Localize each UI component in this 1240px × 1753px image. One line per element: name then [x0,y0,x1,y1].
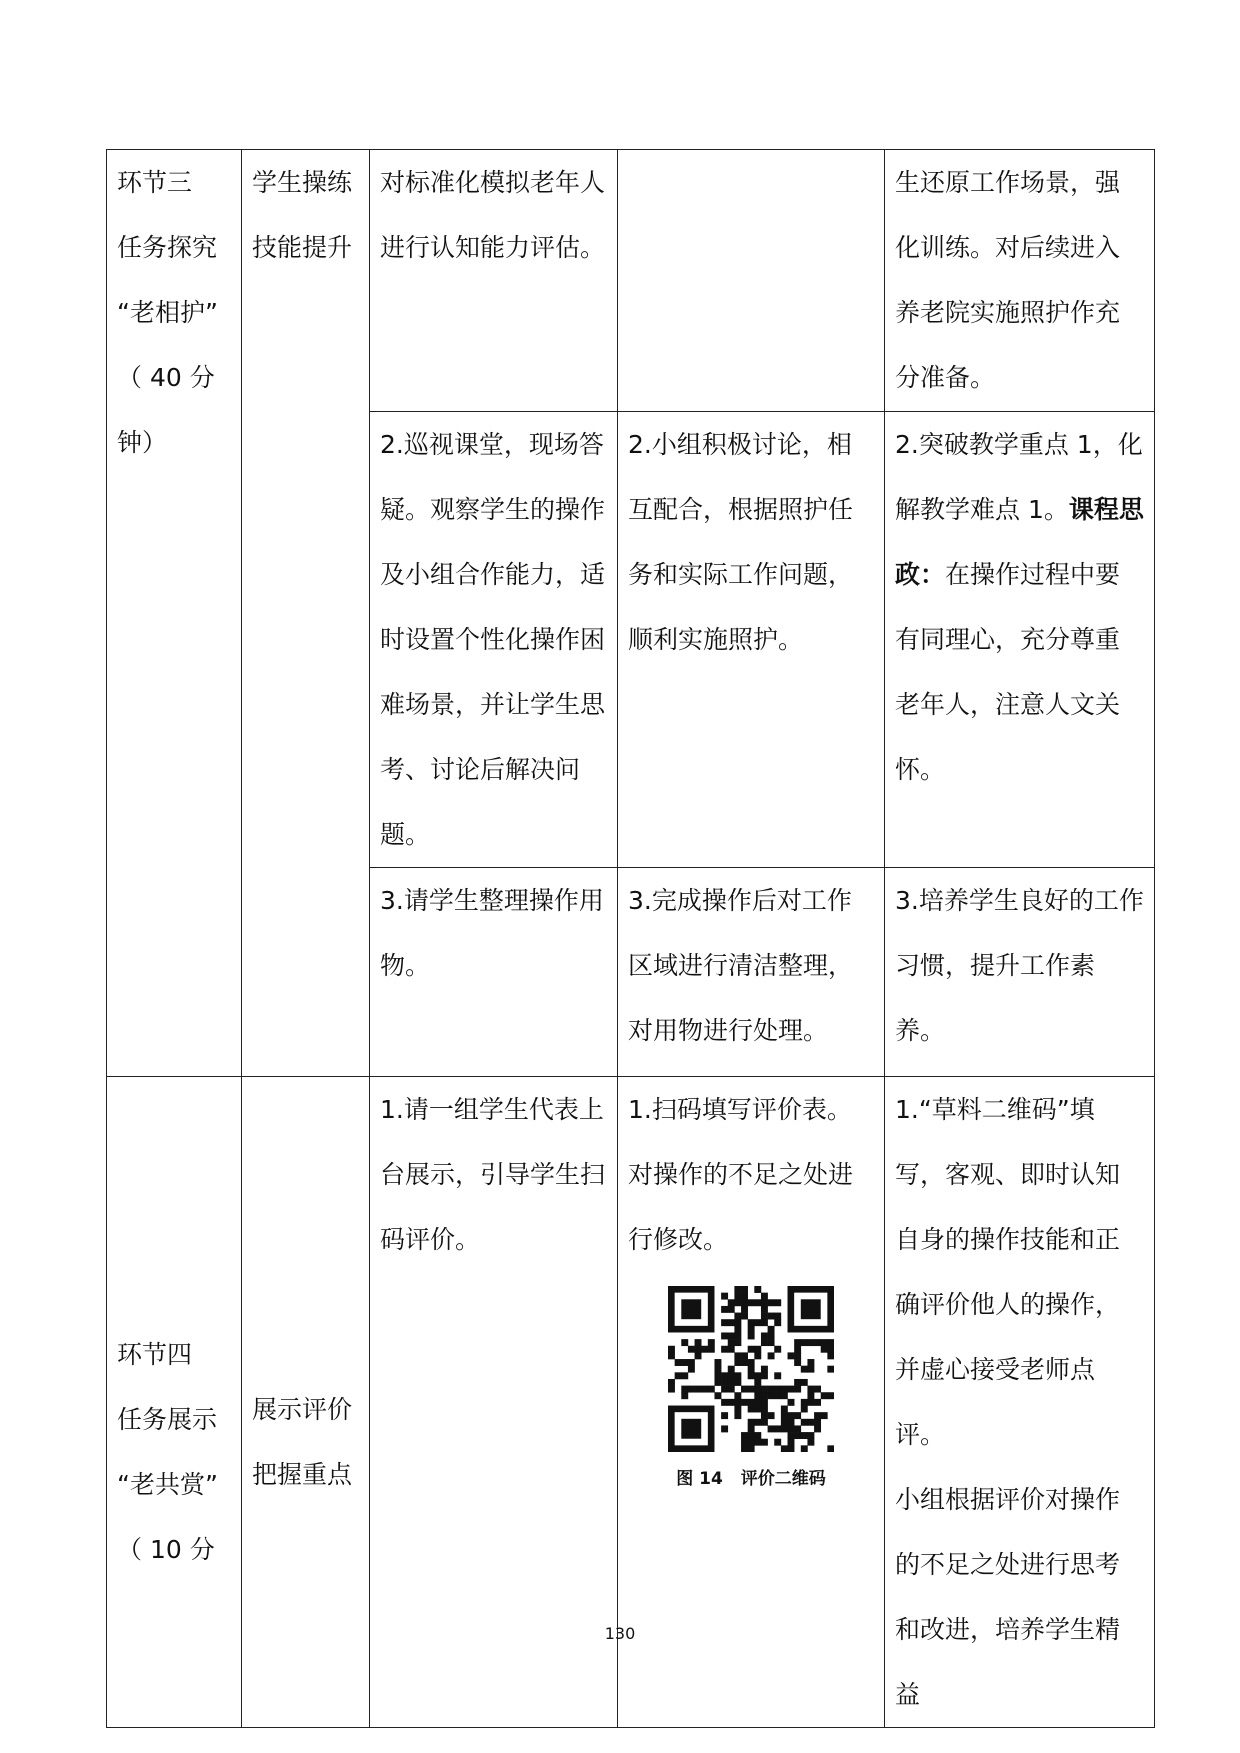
intent-text: 1.“草料二维码”填写，客观、即时认知自身的操作技能和正确评价他人的操作，并虚心接受老师点评。 [895,1095,1121,1449]
teacher-activity-cell: 1.请一组学生代表上台展示，引导学生扫码评价。 [370,1077,618,1728]
student-activity-cell: 3.完成操作后对工作区域进行清洁整理，对用物进行处理。 [618,868,885,1077]
stage-task: 任务探究 [117,233,218,262]
stage-task: 任务展示 [117,1405,218,1434]
stage-duration: （ 40 分 [117,363,215,392]
stage-cell-3 [107,150,242,1077]
teacher-activity-cell: 3.请学生整理操作用物。 [370,868,618,1077]
student-activity-cell [618,150,885,412]
stage-label: 环节三 [117,168,193,197]
intent-text: 小组根据评价对操作的不足之处进行思考和改进，培养学生精益 [895,1485,1121,1709]
stage-duration: （ 10 分 [117,1535,215,1564]
activity-cell-3 [242,150,370,1077]
figure-label: 评价二维码 [740,1469,826,1489]
design-intent-cell [885,412,1155,868]
intent-text: 在操作过程中要有同理心，充分尊重老年人，注意人文关怀。 [895,560,1121,784]
ideology-label: 课程思政： [895,495,1144,589]
teacher-activity-cell: 2.巡视课堂，现场答疑。观察学生的操作及小组合作能力，适时设置个性化操作困难场景，并让学生思考、讨论后解决问题。 [370,412,618,868]
activity-line: 学生操练 [252,168,353,197]
activity-line: 把握重点 [252,1460,353,1489]
table-row [107,150,1155,412]
student-text: 对操作的不足之处进行修改。 [628,1160,854,1254]
design-intent-cell: 3.培养学生良好的工作习惯，提升工作素养。 [885,868,1155,1077]
student-text: 1.扫码填写评价表。 [628,1095,852,1124]
figure-caption [628,1466,874,1492]
qr-figure [628,1286,874,1492]
lesson-plan-table [106,149,1155,1728]
activity-line: 技能提升 [252,233,353,262]
stage-duration-end: 钟） [117,428,168,457]
teacher-activity-cell: 对标准化模拟老年人进行认知能力评估。 [370,150,618,412]
stage-label: 环节四 [117,1340,193,1369]
qr-code-image [668,1286,834,1452]
stage-title: “老共赏” [117,1470,218,1499]
figure-number: 图 14 [676,1469,723,1489]
stage-title: “老相护” [117,298,218,327]
intent-text: 2.突破教学重点 1，化解教学难点 1。 [895,430,1143,524]
page-number: 130 [604,1624,636,1643]
design-intent-cell: 生还原工作场景，强化训练。对后续进入养老院实施照护作充分准备。 [885,150,1155,412]
student-activity-cell: 2.小组积极讨论，相互配合，根据照护任务和实际工作问题，顺利实施照护。 [618,412,885,868]
activity-line: 展示评价 [252,1395,353,1424]
